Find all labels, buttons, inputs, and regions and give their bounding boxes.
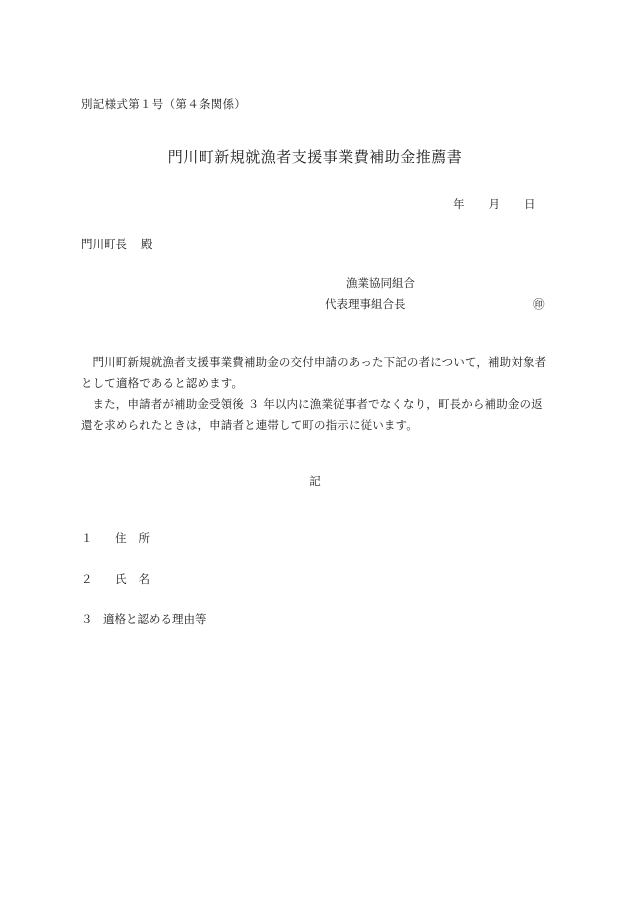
date-day: 日 (524, 197, 536, 211)
date-month: 月 (488, 197, 500, 211)
addressee-name: 門川町長 (81, 237, 127, 251)
item-name (81, 571, 162, 587)
date-line (453, 196, 536, 212)
document-title: 門川町新規就漁者支援事業費補助金推薦書 (167, 148, 463, 166)
form-number-label: 別記様式第１号（第４条関係） (81, 97, 247, 111)
item-label-part: 住 (115, 531, 127, 545)
seal-mark: ㊞ (533, 297, 545, 311)
item-label-part: 所 (138, 531, 150, 545)
item-label-part: 氏 (115, 572, 127, 586)
body-text (81, 352, 551, 436)
sender-representative: 代表理事組合長 (325, 297, 406, 311)
item-number: １ (81, 531, 93, 545)
item-label-part: 名 (138, 572, 150, 586)
body-paragraph-2: また，申請者が補助金受領後 ３ 年以内に漁業従事者でなくなり，町長から補助金の返還を求められたときは，申請者と連帯して町の指示に従います。 (81, 397, 543, 432)
item-reason (81, 611, 207, 627)
notation-ki: 記 (309, 474, 321, 488)
date-year: 年 (453, 197, 465, 211)
item-number: ３ (81, 612, 93, 626)
item-number: ２ (81, 572, 93, 586)
sender-organization: 漁業協同組合 (346, 276, 415, 290)
addressee (81, 236, 153, 252)
item-label: 適格と認める理由等 (103, 612, 207, 626)
body-paragraph-1: 門川町新規就漁者支援事業費補助金の交付申請のあった下記の者について，補助対象者として適格であると認めます。 (81, 355, 547, 390)
addressee-honorific: 殿 (141, 237, 153, 251)
item-address (81, 530, 162, 546)
